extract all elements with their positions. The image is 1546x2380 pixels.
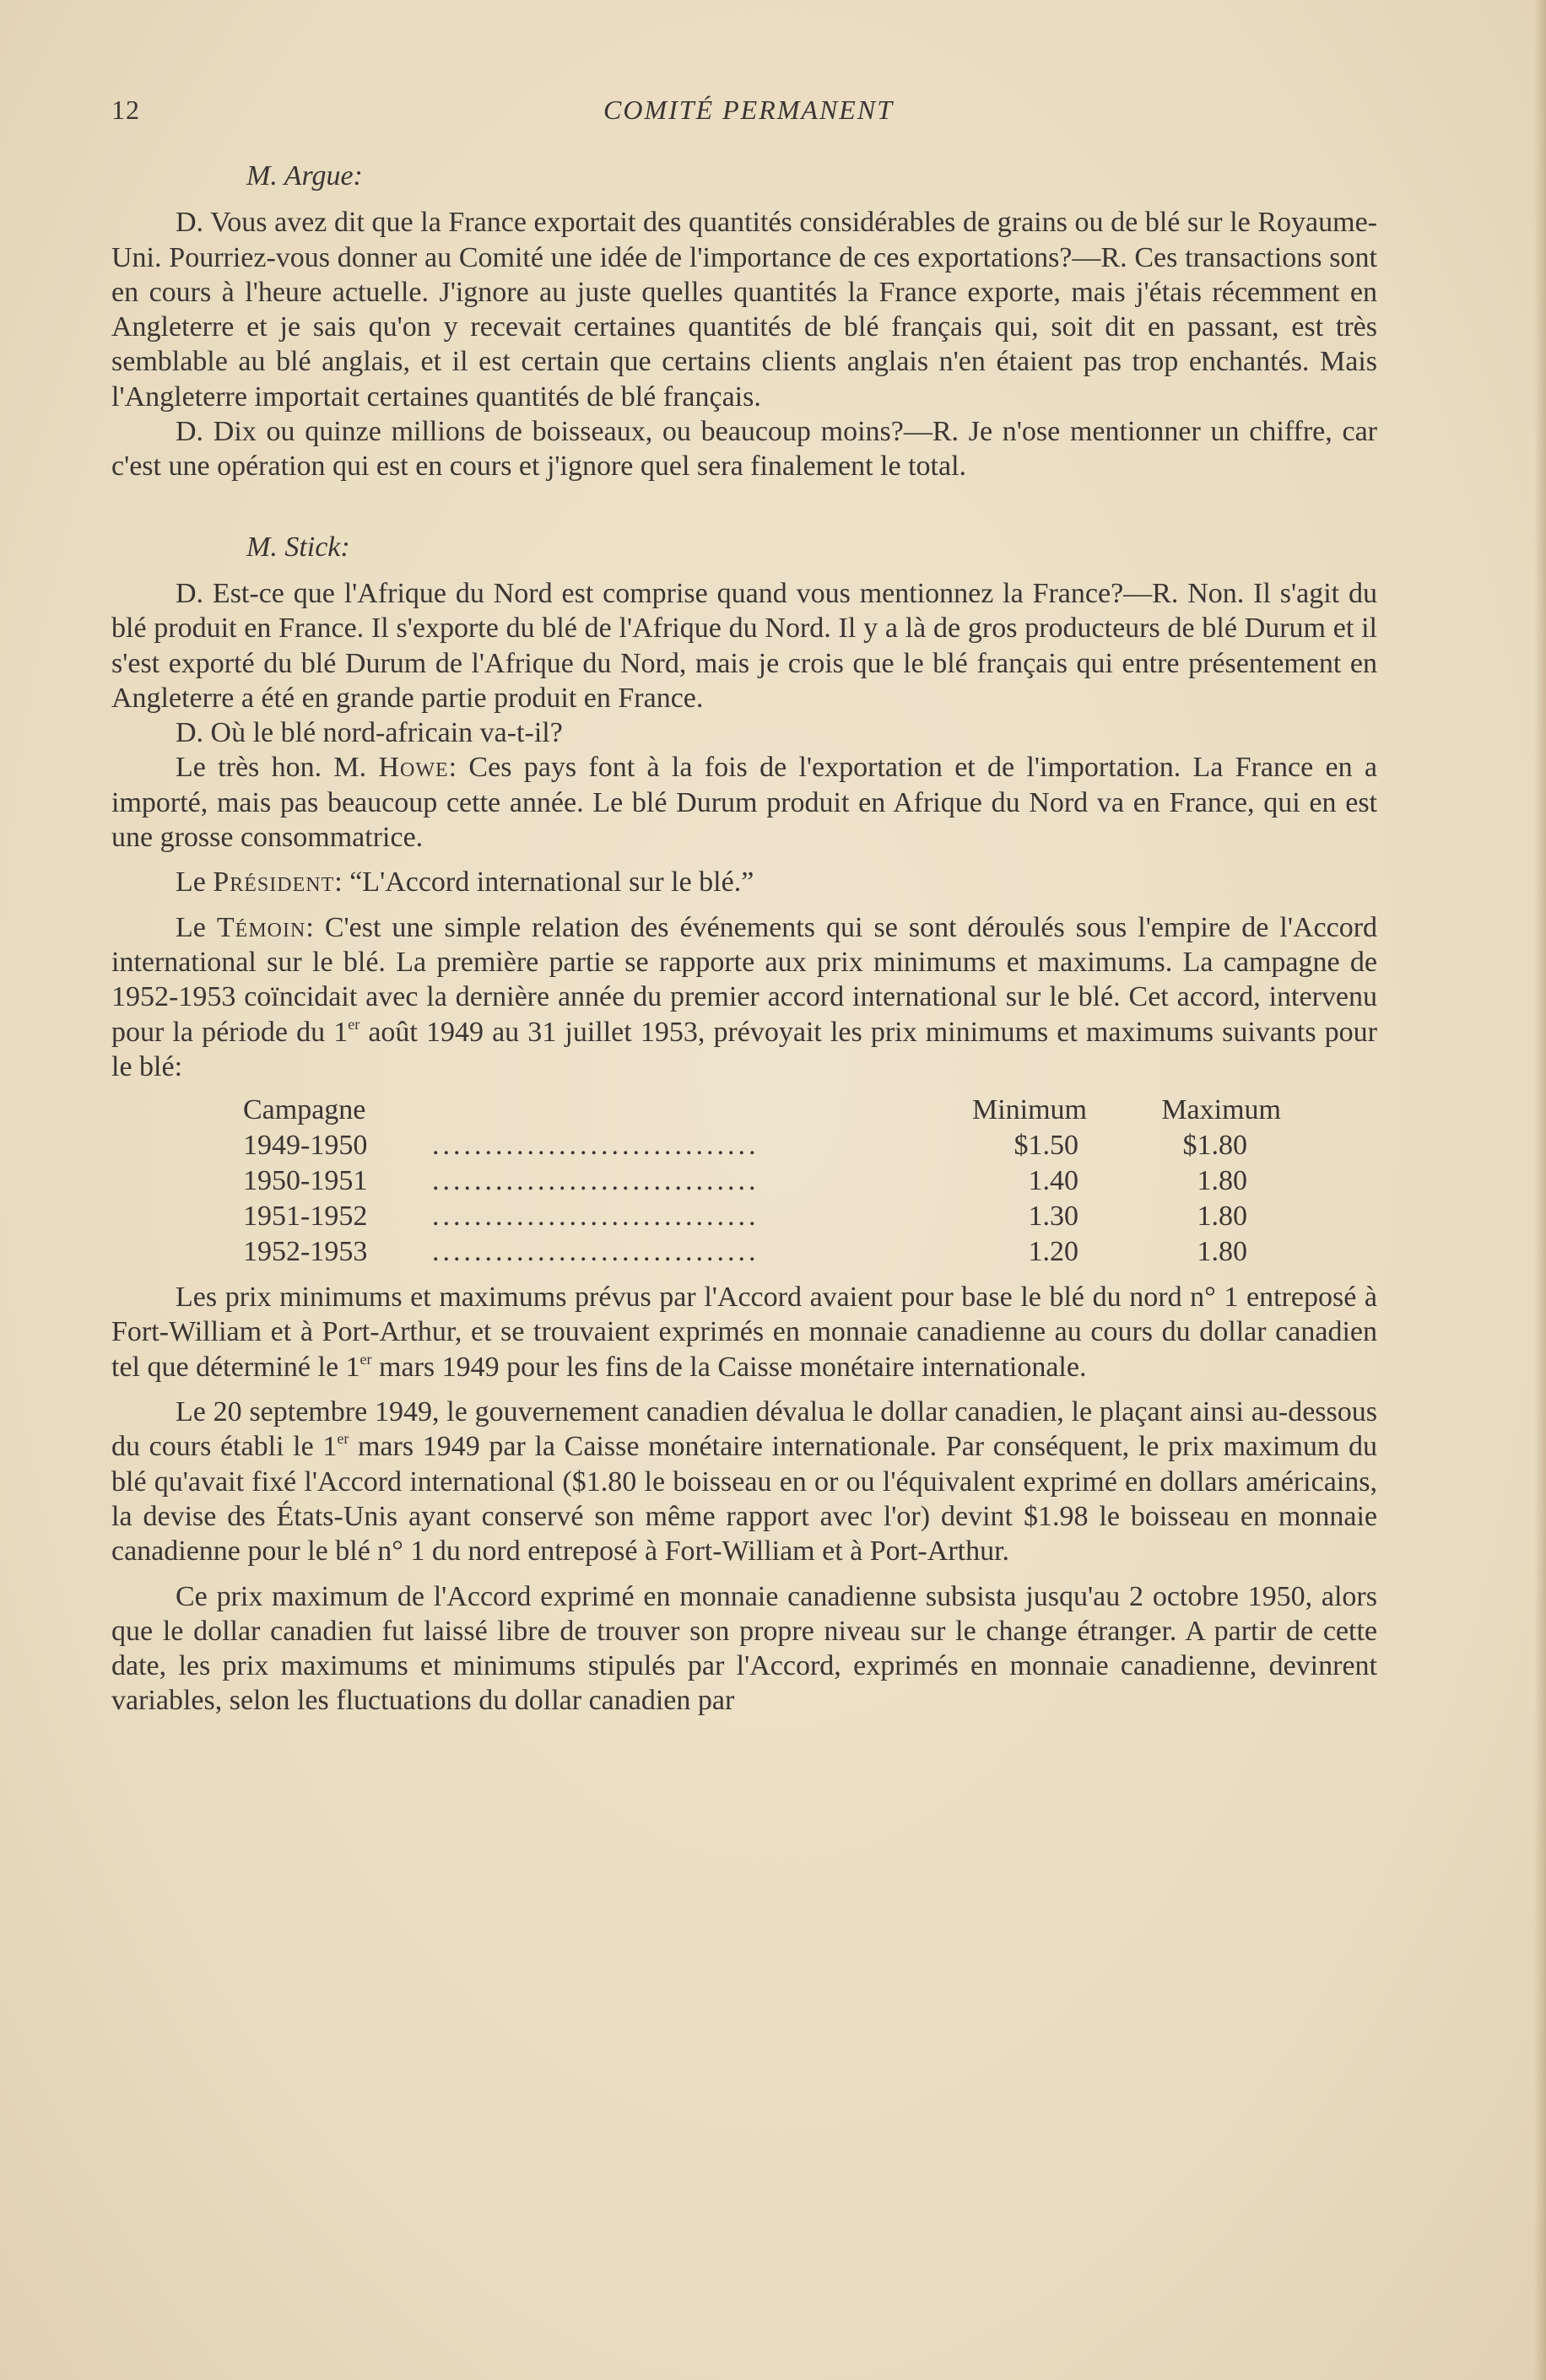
cell-campagne: 1949-1950 <box>243 1130 368 1162</box>
page-edge-shadow <box>1534 0 1546 2380</box>
cell-minimum: 1.30 <box>1028 1201 1078 1233</box>
base-sup: er <box>359 1350 372 1368</box>
table-row <box>243 1128 1377 1163</box>
leader-dots: ............................... <box>432 1201 759 1233</box>
temoin-text-a: : C'est une simple relation des événements qui se sont déroulés sous l'empire de l'Accord international sur le blé. La première partie se rapporte aux prix minimums et maximums. La campagne de 1952-1953 coïncidait avec la dernière année du premier accord international sur le blé. Cet accord, intervenu pour la période du 1 <box>111 911 1378 1048</box>
paragraph-howe <box>111 750 1377 855</box>
paragraph-temoin <box>111 910 1377 1084</box>
body-text <box>111 159 1377 1719</box>
speaker-heading-argue: M. Argue: <box>246 160 363 192</box>
cell-maximum: $1.80 <box>1182 1130 1247 1162</box>
cell-campagne: 1951-1952 <box>243 1201 368 1233</box>
devaluation-text-a: Le 20 septembre 1949, le gouvernement canadien dévalua le dollar canadien, le plaçant ainsi au-dessous du cours établi le 1 <box>111 1396 1377 1463</box>
cell-maximum: 1.80 <box>1197 1236 1247 1268</box>
base-text-b: mars 1949 pour les fins de la Caisse monétaire internationale. <box>371 1351 1087 1383</box>
table-row <box>243 1234 1377 1270</box>
base-text-a: Les prix minimums et maximums prévus par l'Accord avaient pour base le blé du nord n° 1 entreposé à Fort-William et à Port-Arthur, et se trouvaient exprimés en monnaie canadienne au cours du dollar canadien tel que déterminé le 1 <box>111 1282 1377 1383</box>
paragraph-stick-q2: D. Où le blé nord-africain va-t-il? <box>176 717 563 749</box>
paragraph-argue-q1: D. Vous avez dit que la France exportait des quantités considérables de grains ou de blé sur le Royaume-Uni. Pourriez-vous donner au Comité une idée de l'importance de ces exportations?—R. Ces transactions sont en cours à l'heure actuelle. J'ignore au juste quelles quantités la France exporte, mais j'étais récemment en Angleterre et je sais qu'on y recevait certaines quantités de blé français qui, soit dit en passant, est très semblable au blé anglais, et il est certain que certains clients anglais n'en étaient pas trop enchantés. Mais l'Angleterre importait certaines quantités de blé français. <box>111 207 1377 413</box>
page-header <box>111 94 1386 137</box>
howe-name: Howe <box>378 752 449 784</box>
cell-campagne: 1952-1953 <box>243 1236 368 1268</box>
leader-dots: ............................... <box>432 1236 759 1268</box>
devaluation-sup: er <box>337 1430 349 1448</box>
cell-campagne: 1950-1951 <box>243 1165 368 1197</box>
leader-dots: ............................... <box>432 1130 759 1162</box>
cell-minimum: $1.50 <box>1014 1130 1078 1162</box>
header-campagne: Campagne <box>243 1094 366 1126</box>
price-table <box>243 1093 1377 1270</box>
speaker-heading-stick: M. Stick: <box>246 531 350 563</box>
paragraph-maximum-price: Ce prix maximum de l'Accord exprimé en monnaie canadienne subsista jusqu'au 2 octobre 1950, alors que le dollar canadien fut laissé libre de trouver son propre niveau sur le change étranger. A partir de cette date, les prix maximums et minimums stipulés par l'Accord, exprimés en monnaie canadienne, devinrent variables, selon les fluctuations du dollar canadien par <box>111 1580 1377 1717</box>
temoin-name: Témoin <box>216 911 306 943</box>
paragraph-president <box>111 865 1377 899</box>
leader-dots: ............................... <box>432 1165 759 1197</box>
cell-minimum: 1.40 <box>1028 1165 1078 1197</box>
table-header-row <box>243 1093 1377 1128</box>
cell-maximum: 1.80 <box>1197 1201 1247 1233</box>
temoin-text-b: août 1949 au 31 juillet 1953, prévoyait les prix minimums et maximums suivants pour le blé: <box>111 1016 1378 1082</box>
paragraph-stick-q1: D. Est-ce que l'Afrique du Nord est comprise quand vous mentionnez la France?—R. Non. Il s'agit du blé produit en France. Il s'exporte du blé de l'Afrique du Nord. Il y a là de gros producteurs de blé Durum et il s'est exporté du blé Durum de l'Afrique du Nord, mais je crois que le blé français qui entre présentement en Angleterre a été en grande partie produit en France. <box>111 577 1377 714</box>
running-title: COMITÉ PERMANENT <box>603 94 894 125</box>
president-prefix: Le <box>176 866 206 899</box>
paragraph-devaluation <box>111 1395 1377 1568</box>
cell-maximum: 1.80 <box>1197 1165 1247 1197</box>
paragraph-argue-q2: D. Dix ou quinze millions de boisseaux, ou beaucoup moins?—R. Je n'ose mentionner un chiffre, car c'est une opération qui est en cours et j'ignore quel sera finalement le total. <box>111 416 1377 483</box>
table-row <box>243 1199 1377 1234</box>
header-minimum: Minimum <box>971 1094 1087 1126</box>
paragraph-base-prices <box>111 1280 1377 1384</box>
devaluation-text-b: mars 1949 par la Caisse monétaire internationale. Par conséquent, le prix maximum du blé qu'avait fixé l'Accord international ($1.80 le boisseau en or ou l'équivalent exprimé en dollars américains, la devise des États-Unis ayant conservé son même rapport avec l'or) devint $1.98 le boisseau en monnaie canadienne pour le blé n° 1 du nord entreposé à Fort-William et à Port-Arthur. <box>111 1431 1377 1568</box>
temoin-sup: er <box>348 1015 360 1033</box>
header-maximum: Maximum <box>1161 1094 1281 1126</box>
howe-text: : Ces pays font à la fois de l'exportation et de l'importation. La France en a importé, mais pas beaucoup cette année. Le blé Durum produit en Afrique du Nord va en France, qui en est une grosse consommatrice. <box>111 752 1378 854</box>
temoin-prefix: Le <box>176 911 206 943</box>
president-name: Président <box>213 866 335 899</box>
table-row <box>243 1163 1377 1199</box>
president-text: : “L'Accord international sur le blé.” <box>334 866 754 899</box>
howe-prefix: Le très hon. M. <box>176 752 367 784</box>
cell-minimum: 1.20 <box>1028 1236 1078 1268</box>
page-number: 12 <box>111 94 140 125</box>
